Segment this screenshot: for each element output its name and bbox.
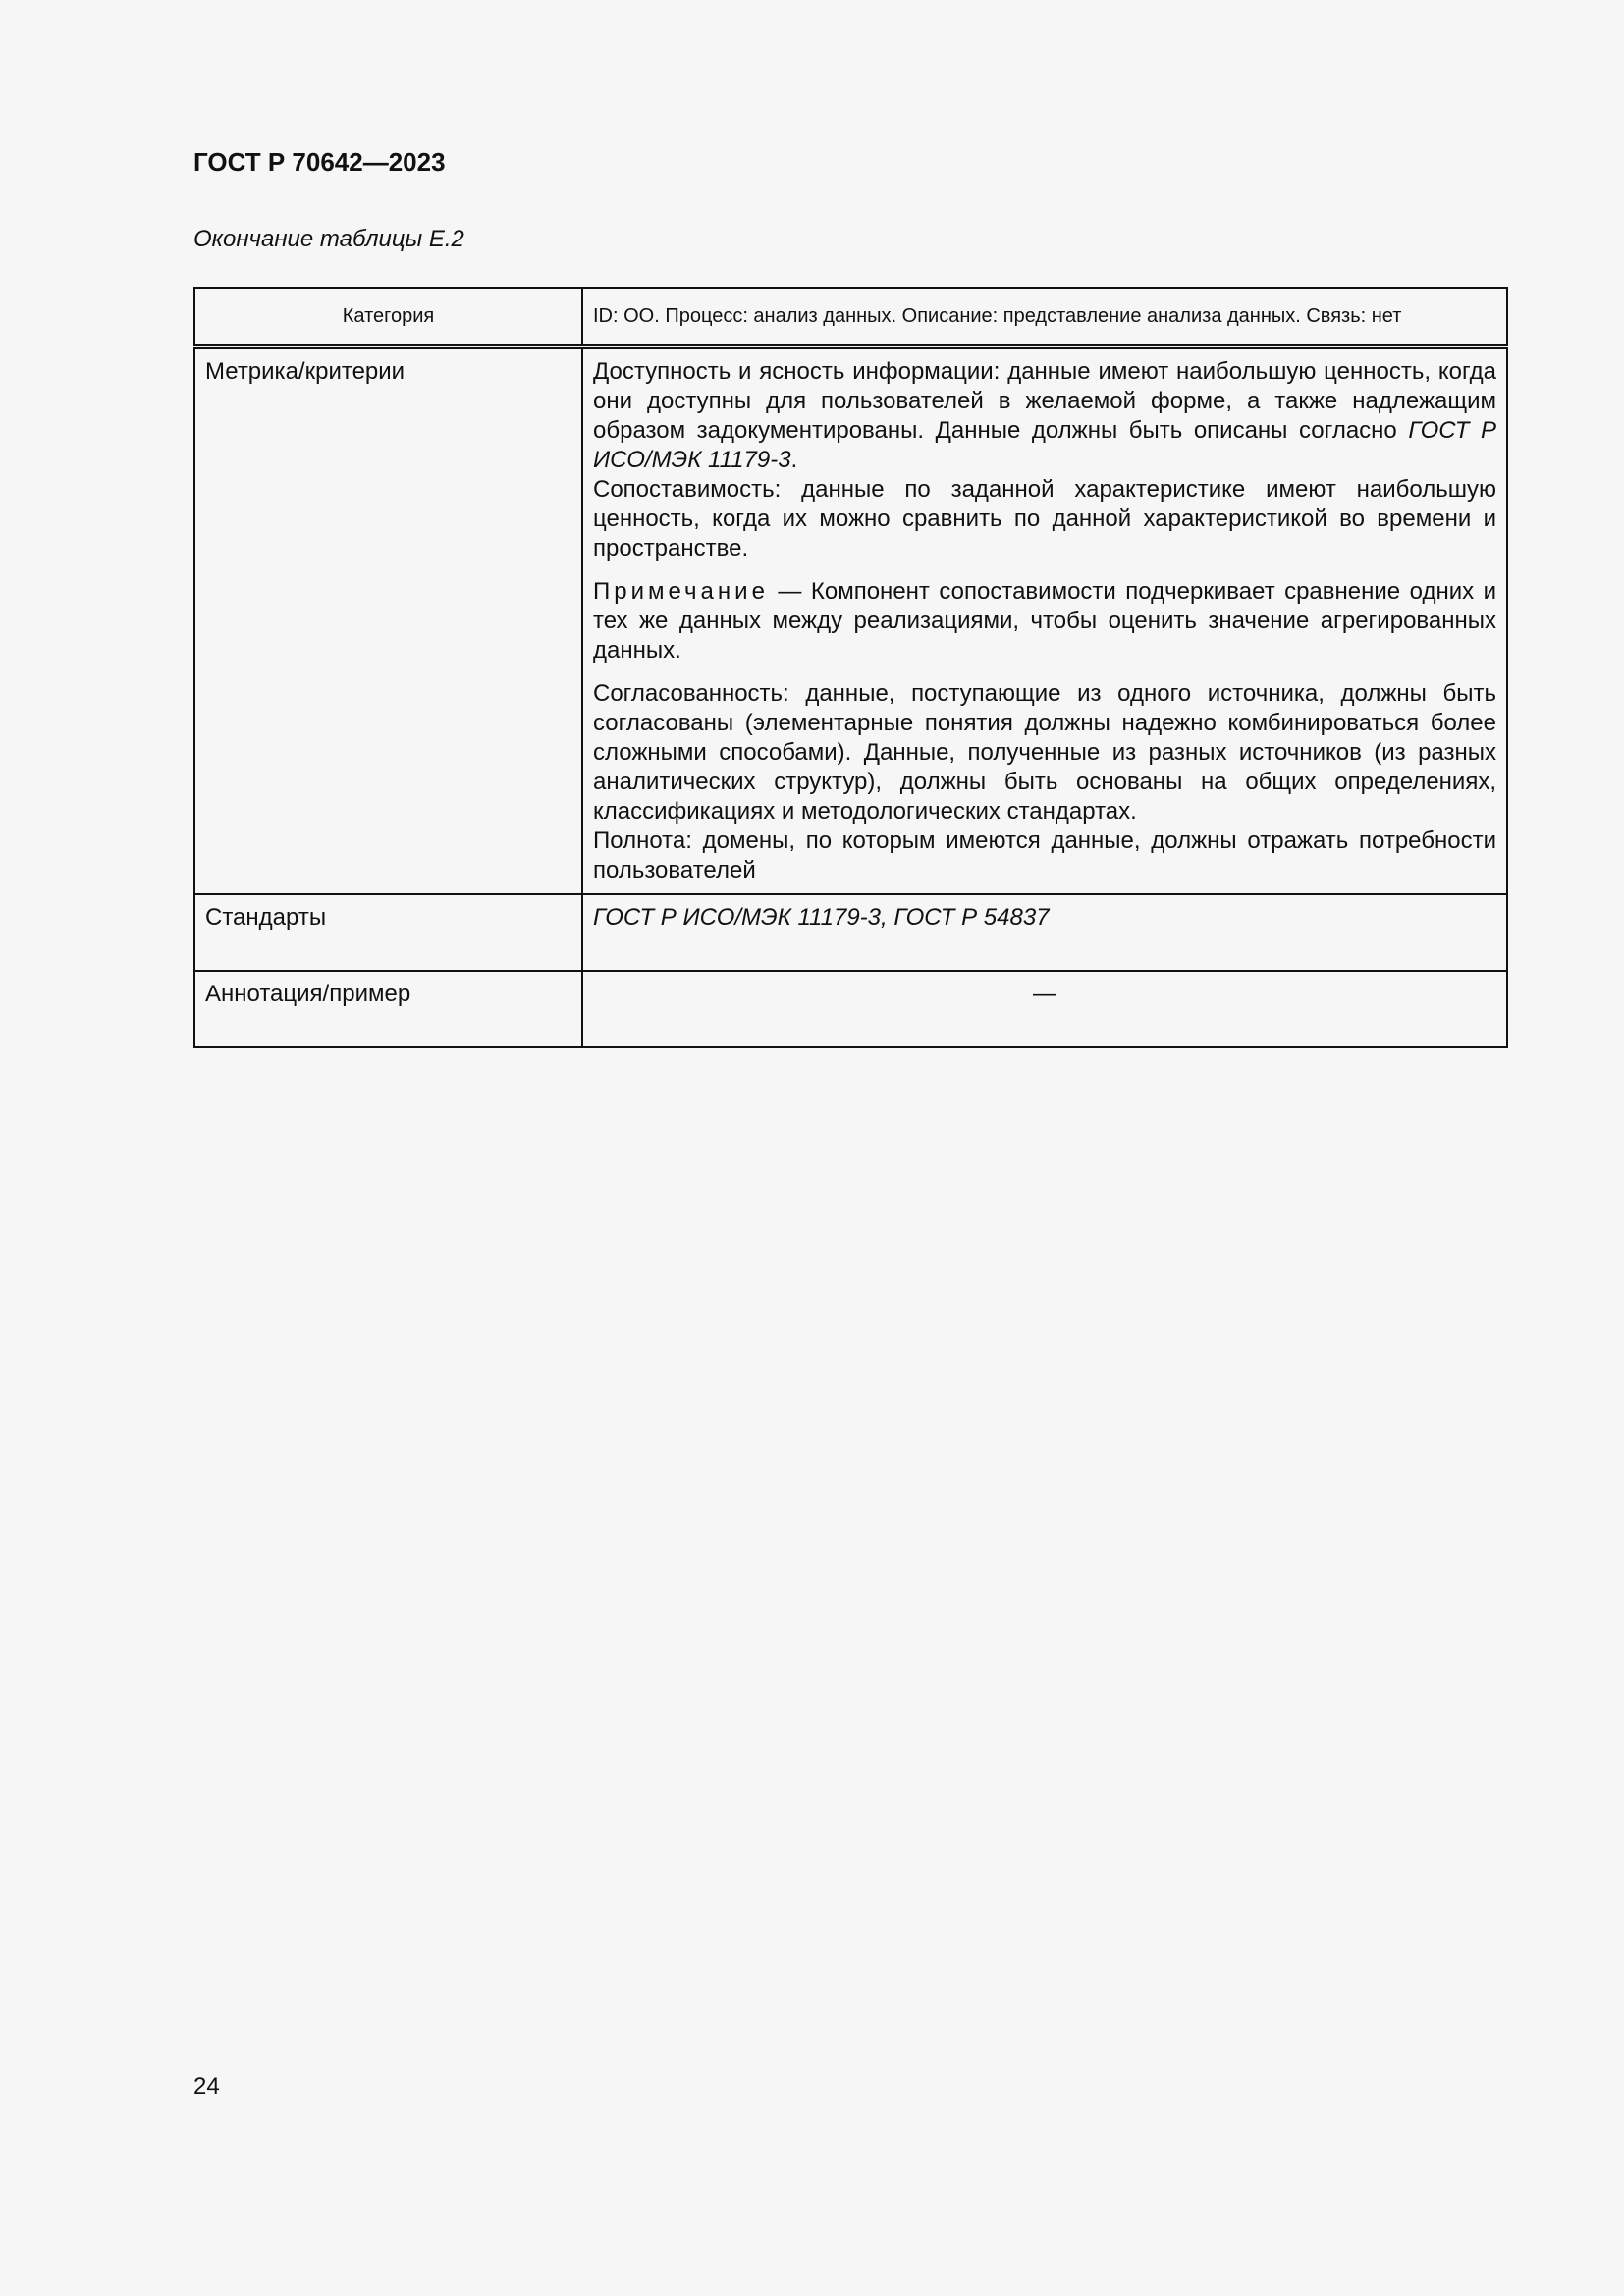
paragraph-consistency: Согласованность: данные, поступающие из одного источника, должны быть согласованы (элементарные понятия должны надежно комбинироваться более сложными способами). Данные, полученные из разных источников (из разных аналитических структур), должны быть основаны на общих определениях, классификациях и методологических стандартах.: [593, 680, 1496, 825]
header-category: Категория: [194, 288, 582, 347]
table-row-standards: [194, 894, 1507, 971]
note: [593, 577, 1496, 666]
paragraph-availability: [593, 357, 1496, 475]
row-value: [582, 894, 1507, 971]
note-text: — Компонент сопоставимости подчеркивает сравнение одних и тех же данных между реализациями, чтобы оценить значение агрегированных данных.: [593, 578, 1496, 664]
table-e2: [193, 287, 1508, 1048]
standard-reference: ГОСТ Р ИСО/МЭК 11179-3: [593, 417, 1496, 473]
note-label: Примечание: [593, 578, 769, 605]
table-caption: Окончание таблицы Е.2: [193, 226, 464, 252]
row-label: Аннотация/пример: [194, 971, 582, 1047]
standards-list: ГОСТ Р ИСО/МЭК 11179-3, ГОСТ Р 54837: [593, 904, 1050, 931]
row-value: —: [582, 971, 1507, 1047]
text: .: [790, 447, 798, 473]
table-header-row: [194, 288, 1507, 347]
text: Доступность и ясность информации: данные имеют наибольшую ценность, когда они доступны для пользователей в желаемой форме, а также надлежащим образом задокументированы. Данные должны быть описаны согласно: [593, 358, 1496, 444]
header-description: ID: OO. Процесс: анализ данных. Описание: представление анализа данных. Связь: нет: [582, 288, 1507, 347]
document-header: ГОСТ Р 70642—2023: [193, 147, 446, 177]
row-value: [582, 347, 1507, 894]
page-number: 24: [193, 2073, 220, 2100]
paragraph-comparability: Сопоставимость: данные по заданной характеристике имеют наибольшую ценность, когда их можно сравнить по данной характеристикой во времени и пространстве.: [593, 476, 1496, 561]
table-row-annotation: [194, 971, 1507, 1047]
row-label: Метрика/критерии: [194, 347, 582, 894]
row-label: Стандарты: [194, 894, 582, 971]
table-row-metrics: [194, 347, 1507, 894]
paragraph-completeness: Полнота: домены, по которым имеются данные, должны отражать потребности пользователей: [593, 828, 1496, 883]
